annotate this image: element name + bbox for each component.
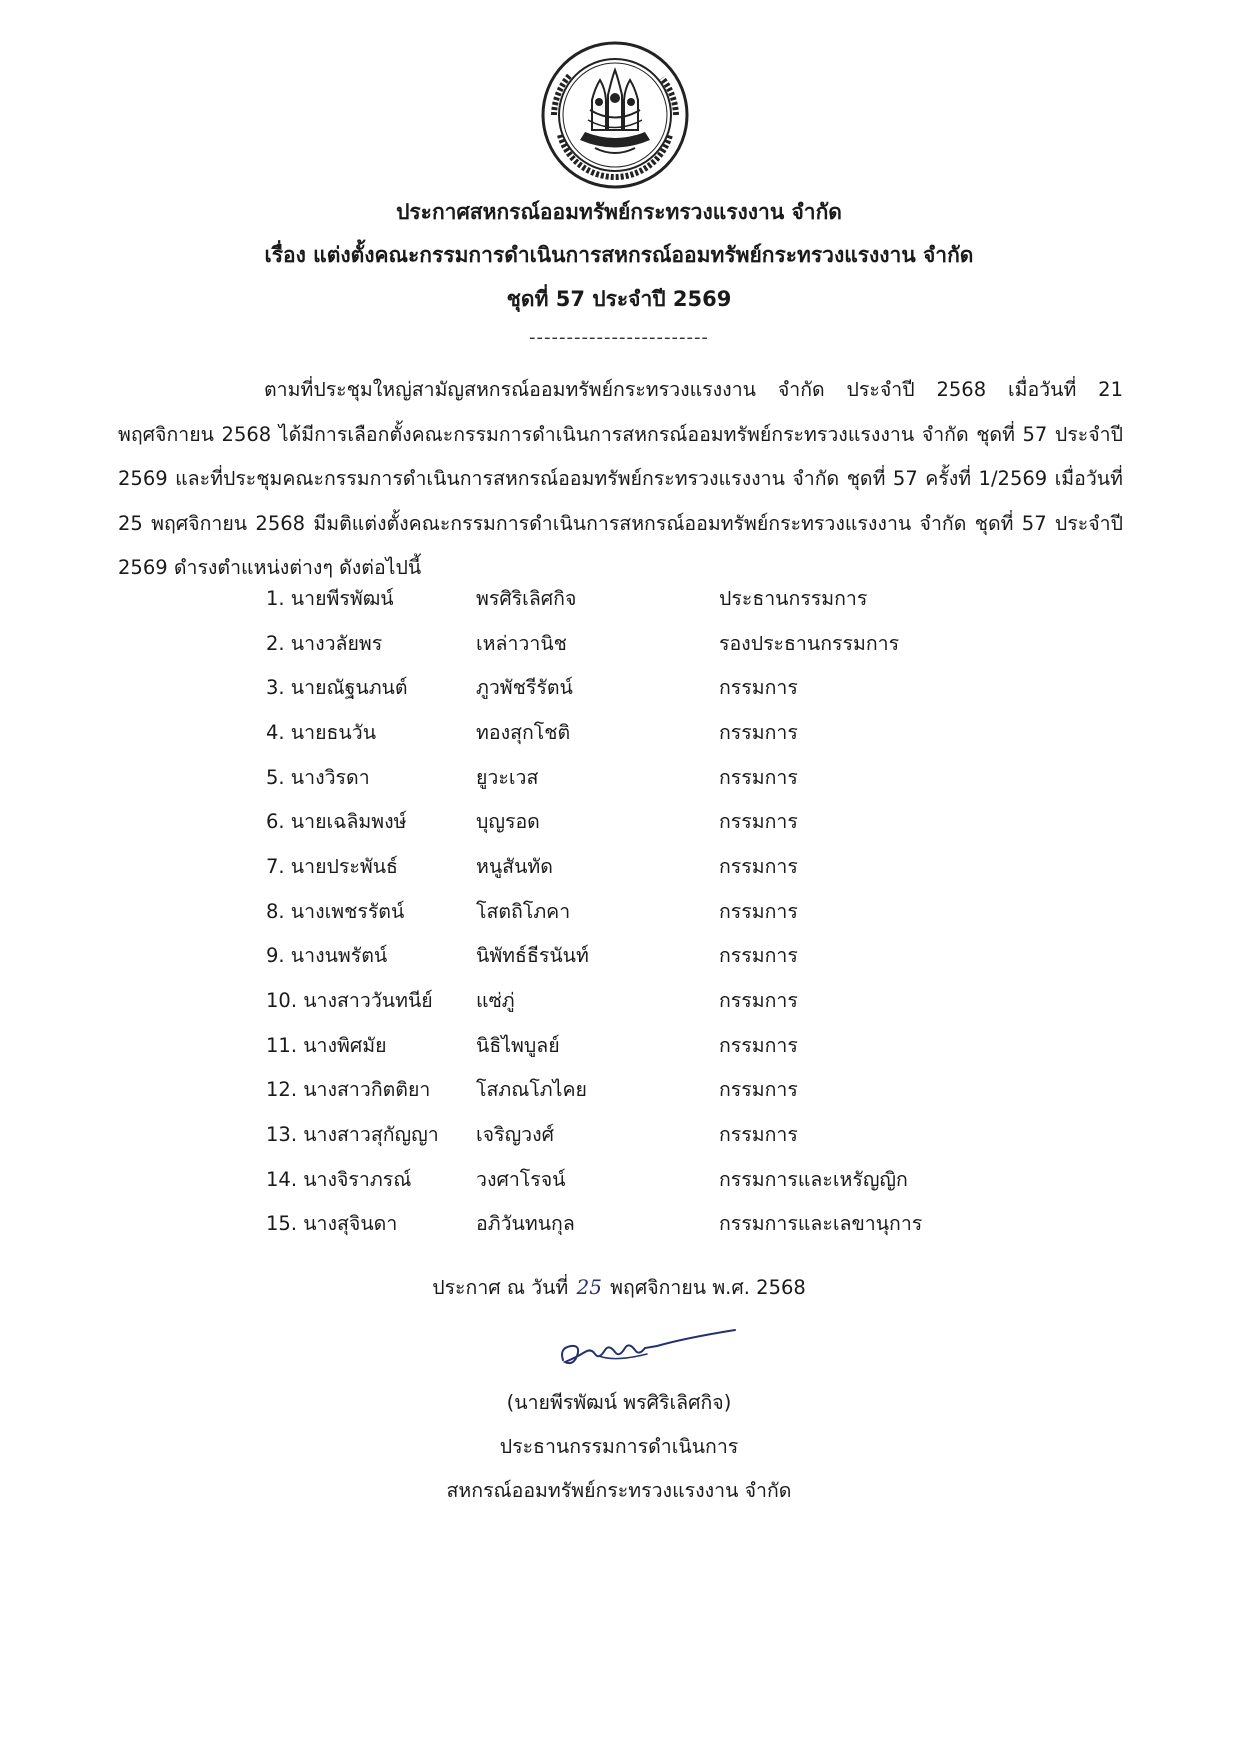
member-name: 3. นายณัฐนภนต์	[266, 676, 408, 700]
member-list	[266, 576, 1026, 1246]
announcement-series: ชุดที่ 57 ประจำปี 2569	[506, 287, 732, 311]
member-name: 13. นางสาวสุกัญญา	[266, 1123, 439, 1147]
member-position: กรรมการ	[719, 944, 798, 968]
announcement-subject: เรื่อง แต่งตั้งคณะกรรมการดำเนินการสหกรณ์ออมทรัพย์กระทรวงแรงงาน จำกัด	[264, 243, 974, 267]
member-surname: อภิวันทนกุล	[476, 1212, 575, 1236]
member-surname: เจริญวงศ์	[476, 1123, 555, 1147]
member-row	[266, 1068, 1026, 1113]
member-surname: ภูวพัชรีรัตน์	[476, 676, 573, 700]
member-surname: เหล่าวานิช	[476, 631, 567, 655]
member-row	[266, 1202, 1026, 1247]
member-row	[266, 576, 1026, 621]
member-surname: นิพัทธ์ธีรนันท์	[476, 944, 589, 968]
member-position: ประธานกรรมการ	[719, 586, 868, 610]
member-surname: นิธิไพบูลย์	[476, 1033, 560, 1057]
member-position: กรรมการ	[719, 854, 798, 878]
member-surname: ยูวะเวส	[476, 765, 539, 789]
member-position: กรรมการ	[719, 676, 798, 700]
member-row	[266, 755, 1026, 800]
announcement-date	[0, 1272, 1238, 1303]
member-name: 14. นางจิราภรณ์	[266, 1167, 412, 1191]
member-position: กรรมการ	[719, 765, 798, 789]
member-row	[266, 934, 1026, 979]
member-surname: โสภณโภไคย	[476, 1078, 587, 1102]
cooperative-seal-icon	[540, 40, 690, 190]
member-surname: แซ่ภู่	[476, 989, 515, 1013]
member-surname: โสตถิโภคา	[476, 899, 571, 923]
member-name: 15. นางสุจินดา	[266, 1212, 398, 1236]
announcement-day-handwritten: 25	[576, 1275, 602, 1299]
announcement-date-suffix: พฤศจิกายน พ.ศ. 2568	[610, 1276, 806, 1299]
member-name: 1. นายพีรพัฒน์	[266, 586, 394, 610]
member-surname: บุญรอด	[476, 810, 540, 834]
member-position: กรรมการ	[719, 1123, 798, 1147]
member-row	[266, 1157, 1026, 1202]
member-row	[266, 621, 1026, 666]
member-name: 4. นายธนวัน	[266, 720, 377, 744]
member-name: 5. นางวิรดา	[266, 765, 370, 789]
member-surname: วงศาโรจน์	[476, 1167, 566, 1191]
member-name: 6. นายเฉลิมพงษ์	[266, 810, 407, 834]
divider: ------------------------	[529, 327, 709, 348]
member-surname: พรศิริเลิศกิจ	[476, 586, 577, 610]
member-position: รองประธานกรรมการ	[719, 631, 900, 655]
member-position: กรรมการ	[719, 899, 798, 923]
member-name: 12. นางสาวกิตติยา	[266, 1078, 431, 1102]
member-position: กรรมการและเหรัญญิก	[719, 1167, 908, 1191]
member-position: กรรมการและเลขานุการ	[719, 1212, 923, 1236]
member-surname: หนูสันทัด	[476, 854, 553, 878]
member-row	[266, 1023, 1026, 1068]
body-paragraph: ตามที่ประชุมใหญ่สามัญสหกรณ์ออมทรัพย์กระทรวงแรงงาน จำกัด ประจำปี 2568 เมื่อวันที่ 21 พฤศจิกายน 2568 ได้มีการเลือกตั้งคณะกรรมการดำเนินการสหกรณ์ออมทรัพย์กระทรวงแรงงาน จำกัด ชุดที่ 57 ประจำปี 2569 และที่ประชุมคณะกรรมการดำเนินการสหกรณ์ออมทรัพย์กระทรวงแรงงาน จำกัด ชุดที่ 57 ครั้งที่ 1/2569 เมื่อวันที่ 25 พฤศจิกายน 2568 มีมติแต่งตั้งคณะกรรมการดำเนินการสหกรณ์ออมทรัพย์กระทรวงแรงงาน จำกัด ชุดที่ 57 ประจำปี 2569 ดำรงตำแหน่งต่างๆ ดังต่อไปนี้	[118, 378, 1123, 579]
member-row	[266, 889, 1026, 934]
member-position: กรรมการ	[719, 989, 798, 1013]
member-name: 9. นางนพรัตน์	[266, 944, 388, 968]
signatory-organization: สหกรณ์ออมทรัพย์กระทรวงแรงงาน จำกัด	[446, 1479, 792, 1502]
member-position: กรรมการ	[719, 810, 798, 834]
member-row	[266, 978, 1026, 1023]
signature-icon	[555, 1318, 755, 1378]
member-row	[266, 665, 1026, 710]
member-name: 11. นางพิศมัย	[266, 1033, 387, 1057]
member-name: 8. นางเพชรรัตน์	[266, 899, 405, 923]
member-row	[266, 799, 1026, 844]
member-row	[266, 844, 1026, 889]
announcement-title: ประกาศสหกรณ์ออมทรัพย์กระทรวงแรงงาน จำกัด	[396, 200, 842, 224]
member-name: 2. นางวลัยพร	[266, 631, 383, 655]
member-surname: ทองสุกโชติ	[476, 720, 571, 744]
member-row	[266, 710, 1026, 755]
member-position: กรรมการ	[719, 720, 798, 744]
member-row	[266, 1112, 1026, 1157]
member-position: กรรมการ	[719, 1078, 798, 1102]
member-position: กรรมการ	[719, 1033, 798, 1057]
member-name: 7. นายประพันธ์	[266, 854, 398, 878]
signatory-title: ประธานกรรมการดำเนินการ	[499, 1435, 739, 1458]
member-name: 10. นางสาววันทนีย์	[266, 989, 433, 1013]
signatory-name: (นายพีรพัฒน์ พรศิริเลิศกิจ)	[506, 1391, 732, 1414]
announcement-date-prefix: ประกาศ ณ วันที่	[432, 1276, 569, 1299]
